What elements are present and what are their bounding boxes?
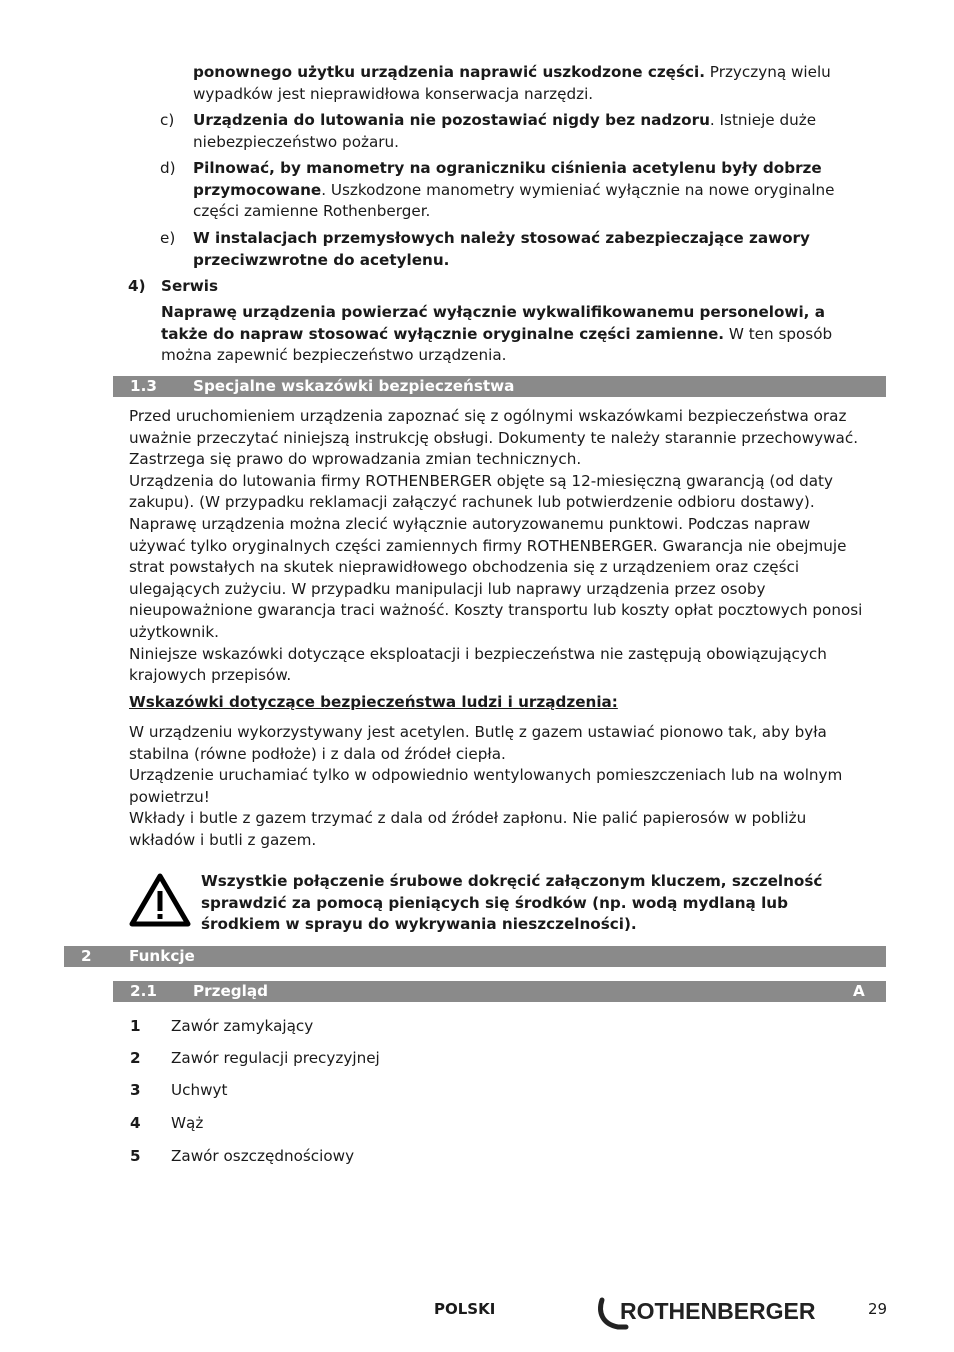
section-2-1-number: 2.1: [130, 982, 157, 1000]
section-2-1-title: Przegląd: [193, 982, 268, 1000]
paragraph-intro: Przed uruchomieniem urządzenia zapoznać się z ogólnymi wskazówkami bezpieczeństwa oraz uważnie przeczytać niniejszą instrukcję obsługi. Dokumenty te należy starannie przechowywać. Zastrzega się prawo do wprowadzania zmian technicznych.: [129, 407, 859, 469]
list-item-number: 3: [130, 1081, 141, 1099]
service-text: Naprawę urządzenia powierzać wyłącznie wykwalifikowanemu personelowi, a także do napraw stosować wyłącznie oryginalne części zamienne. W ten sposób można zapewnić bezpieczeństwo urządzenia.: [161, 303, 833, 365]
item-e-text: W instalacjach przemysłowych należy stosować zabezpieczające zawory przeciwzwrotne do acetylenu.: [193, 229, 810, 269]
warning-text: Wszystkie połączenie śrubowe dokręcić załączonym kluczem, szczelność sprawdzić za pomocą pieniących się środków (np. wodą mydlaną lub środkiem w sprayu do wykrywania nieszczelności).: [201, 872, 823, 934]
safety-body: [129, 722, 869, 852]
list-item-number: 2: [130, 1049, 141, 1067]
section-1-3-body: [129, 406, 869, 687]
list-item-label: Zawór regulacji precyzyjnej: [171, 1049, 380, 1067]
paragraph-warranty: Urządzenia do lutowania firmy ROTHENBERGER objęte są 12-miesięczną gwarancją (od daty zakupu). (W przypadku reklamacji załączyć rachunek lub potwierdzenie odbioru dostawy). Naprawę urządzenia można zlecić wyłącznie autoryzowanemu punktowi. Podczas napraw używać tylko oryginalnych części zamiennych firmy ROTHENBERGER. Gwarancja nie obejmuje strat powstałych na skutek nieprawidłowego obchodzenia się z urządzeniem oraz części ulegających zużyciu. W przypadku manipulacji lub naprawy urządzenia przez osoby nieupoważnione gwarancja traci ważność. Koszty transportu lub koszty opłat pocztowych ponosi użytkownik.: [129, 471, 863, 641]
item-d-letter: d): [160, 159, 176, 177]
service-title: Serwis: [161, 277, 219, 295]
section-1-3-header: [113, 376, 886, 397]
page-number: 29: [868, 1300, 888, 1318]
safety-subheading: Wskazówki dotyczące bezpieczeństwa ludzi i urządzenia:: [129, 693, 618, 711]
list-item-label: Wąż: [171, 1114, 204, 1132]
list-item-label: Zawór oszczędnościowy: [171, 1147, 355, 1165]
list-item-number: 1: [130, 1017, 141, 1035]
section-2-title: Funkcje: [129, 947, 195, 965]
item-c-text: Urządzenia do lutowania nie pozostawiać nigdy bez nadzoru. Istnieje duże niebezpieczeństwo pożaru.: [193, 111, 817, 151]
section-2-header: [64, 946, 886, 967]
list-item-label: Zawór zamykający: [171, 1017, 314, 1035]
list-item-label: Uchwyt: [171, 1081, 228, 1099]
footer-language: POLSKI: [434, 1300, 496, 1318]
paragraph-ventilation: Urządzenie uruchamiać tylko w odpowiednio wentylowanych pomieszczeniach lub na wolnym powietrzu!: [129, 766, 843, 806]
paragraph-ignition: Wkłady i butle z gazem trzymać z dala od źródeł zapłonu. Nie palić papierosów w pobliżu wkładów i butli z gazem.: [129, 809, 807, 849]
paragraph-regulations: Niniejsze wskazówki dotyczące eksploatacji i bezpieczeństwa nie zastępują obowiązujących krajowych przepisów.: [129, 644, 827, 685]
item-d-text: Pilnować, by manometry na ograniczniku ciśnienia acetylenu były dobrze przymocowane. Uszkodzone manometry wymieniać wyłącznie na nowe oryginalne części zamienne Rothenberger.: [193, 159, 835, 221]
section-1-3-number: 1.3: [130, 377, 157, 395]
section-2-1-header: [113, 981, 886, 1002]
paragraph-acetylene: W urządzeniu wykorzystywany jest acetylen. Butlę z gazem ustawiać pionowo tak, aby była stabilna (równe podłoże) i z dala od źródeł ciepła.: [129, 723, 827, 763]
list-item-number: 5: [130, 1147, 141, 1165]
rothenberger-logo: [596, 1294, 836, 1334]
service-number: 4): [128, 277, 146, 295]
warning-triangle-icon: [129, 873, 191, 927]
figure-ref: A: [853, 982, 865, 1000]
section-2-number: 2: [81, 947, 92, 965]
section-1-3-title: Specjalne wskazówki bezpieczeństwa: [193, 377, 515, 395]
item-b-continued: ponownego użytku urządzenia naprawić uszkodzone części. Przyczyną wielu wypadków jest nieprawidłowa konserwacja narzędzi.: [193, 63, 831, 103]
item-c-letter: c): [160, 111, 175, 129]
item-e-letter: e): [160, 229, 176, 247]
list-item-number: 4: [130, 1114, 141, 1132]
logo-wordmark: ROTHENBERGER: [620, 1298, 816, 1324]
